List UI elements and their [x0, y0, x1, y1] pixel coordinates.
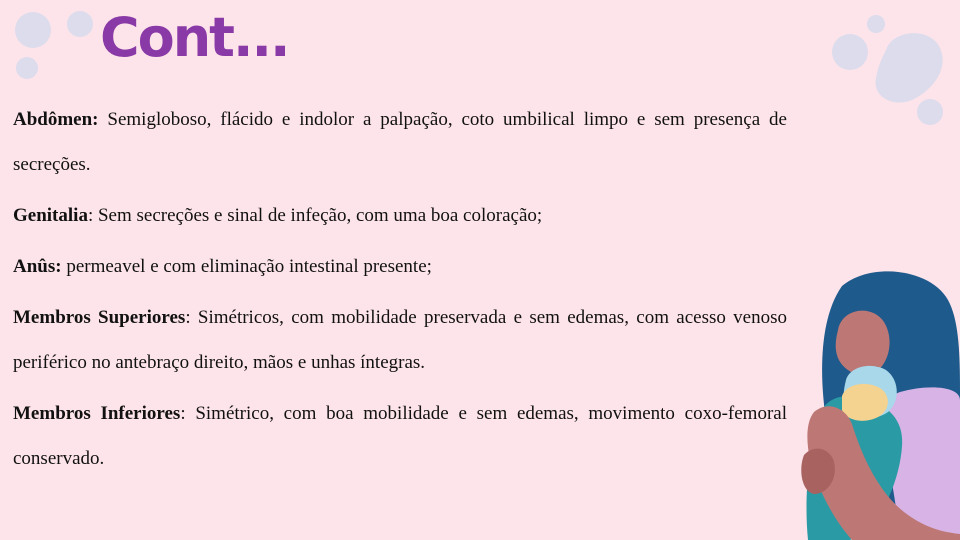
blob-shape [875, 33, 942, 102]
text-membros-superiores: : Simétricos, com mobilidade preservada e sem edemas, com acesso venoso periférico no antebraço direito, mãos e unhas íntegras. [13, 307, 787, 373]
blob-circle [15, 12, 51, 48]
paragraph-anus [13, 244, 787, 289]
page-title: Cont... [100, 6, 289, 69]
text-anus: permeavel e com eliminação intestinal presente; [61, 256, 432, 277]
label-abdomen: Abdômen: [13, 109, 99, 130]
paragraph-genitalia [13, 193, 787, 238]
mother-holding-baby-illustration [790, 265, 960, 540]
blob-circle [867, 15, 885, 33]
face-shape [836, 311, 890, 376]
paragraph-membros-superiores [13, 295, 787, 385]
exam-findings [13, 97, 787, 487]
label-genitalia: Genitalia [13, 205, 88, 226]
paragraph-membros-inferiores [13, 391, 787, 481]
blob-circle [917, 99, 943, 125]
blob-circle [832, 34, 868, 70]
blob-circle [16, 57, 38, 79]
text-membros-inferiores: : Simétrico, com boa mobilidade e sem edemas, movimento coxo-femoral conservado. [13, 403, 787, 469]
label-membros-superiores: Membros Superiores [13, 307, 186, 328]
label-anus: Anûs: [13, 256, 62, 277]
text-genitalia: : Sem secreções e sinal de infeção, com uma boa coloração; [87, 205, 543, 226]
paragraph-abdomen [13, 97, 787, 187]
text-abdomen: Semigloboso, flácido e indolor a palpação, coto umbilical limpo e sem presença de secreções. [13, 109, 787, 175]
label-membros-inferiores: Membros Inferiores [13, 403, 181, 424]
blob-circle [67, 11, 93, 37]
